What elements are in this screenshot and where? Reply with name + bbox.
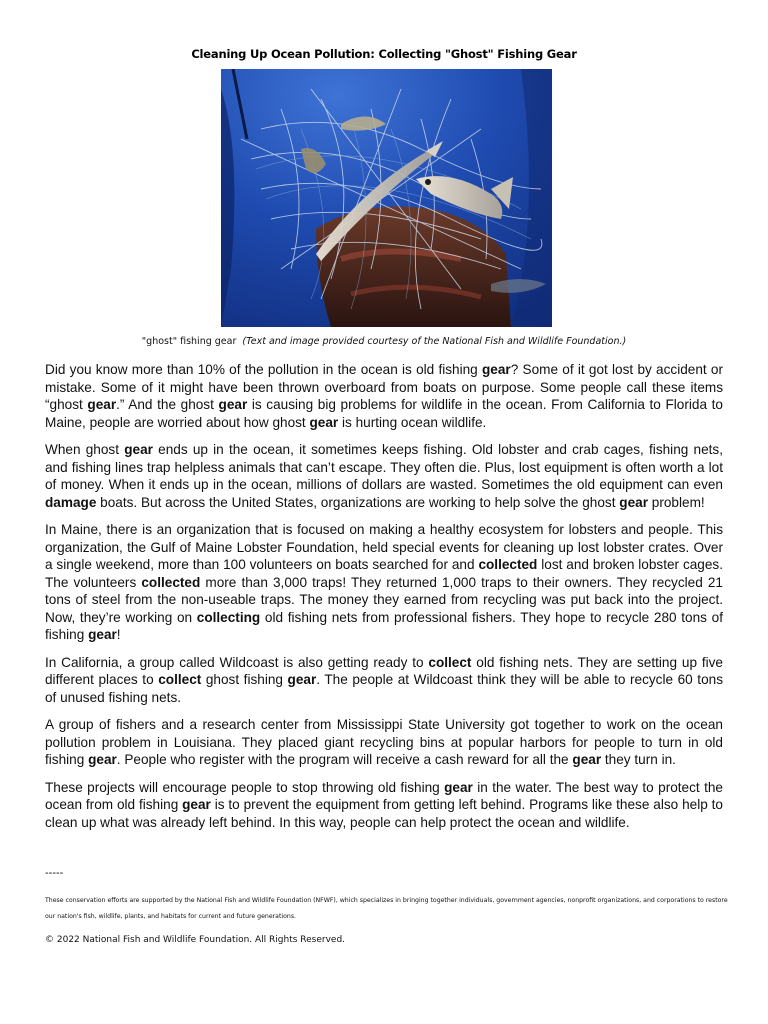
paragraph-text: in the water. The best way to protect the ocean from old fishing	[45, 779, 723, 812]
paragraph-text: .” And the ghost	[116, 397, 219, 412]
copyright-notice: © 2022 National Fish and Wildlife Foundation. All Rights Reserved.	[45, 935, 346, 945]
bold-term: gear	[87, 397, 117, 412]
ghost-gear-photo	[221, 69, 552, 327]
article-paragraph	[45, 779, 723, 832]
paragraph-text: boats. But across the United States, organizations are working to help solve the ghost	[96, 494, 620, 510]
bold-term: gear	[218, 397, 248, 412]
bold-term: collect	[428, 654, 472, 670]
paragraph-text: old fishing nets from professional fishers. They hope to recycle 280 tons of fishing	[45, 609, 723, 642]
bold-term: collected	[478, 557, 538, 572]
bold-term: gear	[124, 442, 153, 457]
bold-term: gear	[482, 362, 511, 377]
bold-term: gear	[182, 797, 211, 812]
paragraph-text: . The people at Wildcoast think they will be able to recycle 60 tons of unused fishing nets.	[45, 672, 723, 705]
paragraph-text: they turn in.	[601, 752, 676, 767]
photo-caption	[0, 336, 768, 347]
caption-credit: (Text and image provided courtesy of the National Fish and Wildlife Foundation.)	[242, 336, 627, 347]
paragraph-text: In Maine, there is an organization that is focused on making a healthy ecosystem for lobsters and people. This organization, the Gulf of Maine Lobster Foundation, held special events for cleaning up lost lobster crates. Over a single weekend, more than 100 volunteers on boats searched for and	[45, 522, 723, 572]
paragraph-text: ? Some of it got lost by accident or mistake. Some of it might have been thrown overboard from boats on purpose. Some people call these items “ghost	[45, 362, 724, 412]
footnote: These conservation efforts are supported by the National Fish and Wildlife Foundation (NFWF), which specializes in bringing together individuals, government agencies, nonprofit organizations, and corporations to restore our nation's fish, wildlife, plants, and habitats for current and future generations.	[45, 897, 728, 920]
underwater-net-illustration	[221, 69, 552, 327]
caption-label: "ghost" fishing gear	[141, 336, 237, 347]
paragraph-text: is to prevent the equipment from getting left behind. Programs like these also help to clean up what was already left behind. In this way, people can help protect the ocean and wildlife.	[45, 797, 723, 830]
article-paragraph	[45, 654, 723, 707]
paragraph-text: old fishing nets. They are setting up five different places to	[45, 654, 723, 687]
article-body	[45, 361, 723, 841]
article-paragraph	[45, 361, 723, 431]
bold-term: gear	[88, 627, 117, 642]
paragraph-text: A group of fishers and a research center from Mississippi State University got together to work on the ocean pollution problem in Louisiana. They placed giant recycling bins at popular harbors for people to turn in old fishing	[45, 717, 723, 767]
paragraph-text: In California, a group called Wildcoast is also getting ready to	[45, 654, 429, 670]
bold-term: gear	[287, 672, 317, 687]
bold-term: gear	[572, 752, 602, 767]
bold-term: collecting	[196, 609, 261, 625]
article-paragraph	[45, 521, 723, 644]
paragraph-text: problem!	[648, 494, 705, 510]
bold-term: damage	[45, 494, 97, 510]
bold-term: collected	[141, 574, 201, 590]
paragraph-text: When ghost	[45, 442, 125, 457]
bold-term: collect	[158, 672, 202, 687]
paragraph-text: Did you know more than 10% of the pollution in the ocean is old fishing	[45, 362, 482, 377]
paragraph-text: ends up in the ocean, it sometimes keeps fishing. Old lobster and crab cages, fishing nets, and fishing lines trap helpless animals that can’t escape. They often die. Plus, lost equipment is often worth a lot of money. When it ends up in the ocean, millions of dollars are wasted. Sometimes the old equipment can even	[45, 442, 723, 492]
paragraph-text: is causing big problems for wildlife in the ocean. From California to Florida to Maine, people are worried about how ghost	[45, 397, 723, 430]
separator: -----	[45, 867, 64, 879]
bold-term: gear	[309, 414, 339, 430]
bold-term: gear	[444, 779, 473, 795]
paragraph-text: These projects will encourage people to stop throwing old fishing	[45, 779, 445, 795]
bold-term: gear	[619, 494, 648, 510]
article-paragraph	[45, 441, 723, 511]
paragraph-text: lost and broken lobster cages. The volunteers	[45, 557, 723, 590]
paragraph-text: ghost fishing	[201, 672, 288, 687]
paragraph-text: is hurting ocean wildlife.	[338, 414, 487, 430]
document-title: Cleaning Up Ocean Pollution: Collecting "Ghost" Fishing Gear	[191, 47, 577, 61]
bold-term: gear	[88, 752, 117, 767]
article-paragraph	[45, 716, 723, 769]
paragraph-text: more than 3,000 traps! They returned 1,000 traps to their owners. They recycled 21 tons of steel from the non-useable traps. The money they earned from recycling was put back into the project. Now, they’re working on	[45, 574, 723, 625]
paragraph-text: !	[116, 627, 121, 642]
paragraph-text: . People who register with the program will receive a cash reward for all the	[116, 752, 573, 767]
